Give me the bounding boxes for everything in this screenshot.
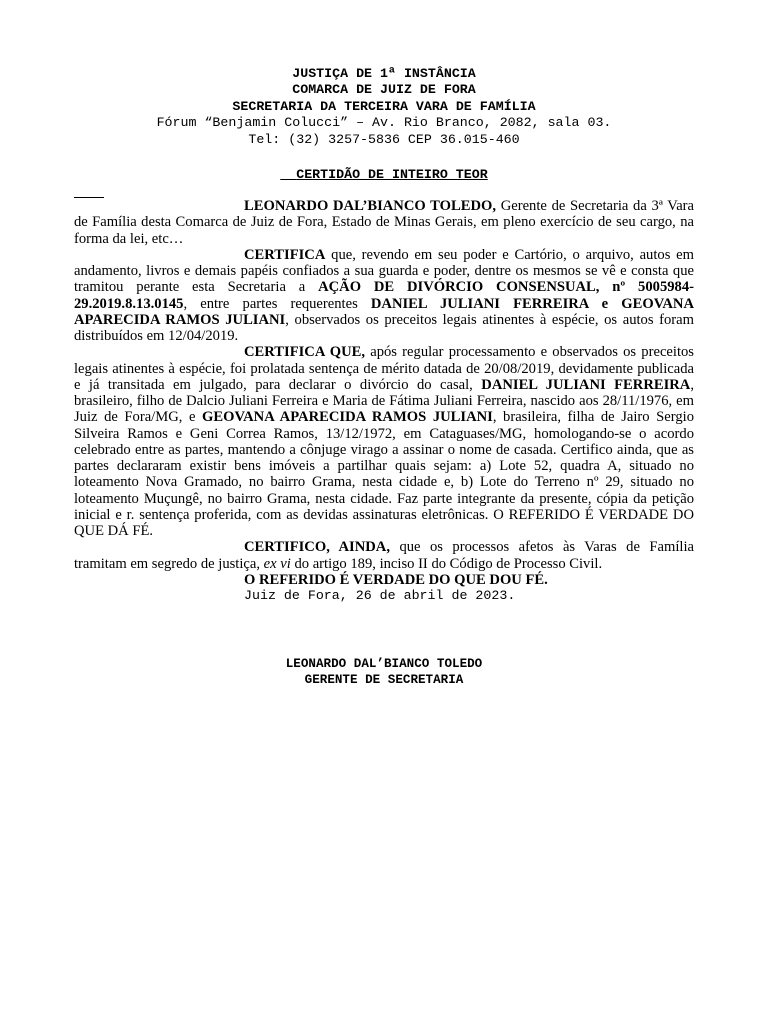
certifica-text-2: , entre partes requerentes	[183, 295, 371, 312]
sentenca-text-1: após regular processamento e observados os preceitos legais atinentes à espécie, foi prolatada sentença de mérito datada de 20/08/2019, devidamente publicada e já transitada em julgado, para declarar o divórcio do casal,	[74, 344, 694, 393]
signature-block	[74, 656, 694, 688]
district-name: COMARCA DE JUIZ DE FORA	[292, 82, 476, 98]
letterhead	[74, 66, 694, 148]
latin-term: ex vi	[263, 555, 291, 572]
paragraph-certifica	[74, 247, 694, 345]
document-title-text: CERTIDÃO DE INTEIRO TEOR	[296, 167, 488, 183]
paragraph-identification	[74, 198, 694, 247]
closing-statement	[74, 572, 694, 588]
certifico-ainda-lead: CERTIFICO, AINDA,	[244, 539, 390, 556]
segredo-text-2: do artigo 189, inciso II do Código de Processo Civil.	[290, 555, 603, 572]
date-line: Juiz de Fora, 26 de abril de 2023.	[244, 587, 516, 603]
closing-text: O REFERIDO É VERDADE DO QUE DOU FÉ.	[244, 571, 548, 588]
case-parties: DANIEL JULIANI FERREIRA e GEOVANA APARECIDA RAMOS JULIANI	[74, 295, 694, 328]
case-action: AÇÃO DE DIVÓRCIO CONSENSUAL, nº 5005984-29.2019.8.13.0145	[74, 279, 694, 312]
forum-address: Fórum “Benjamin Colucci” – Av. Rio Branco, 2082, sala 03.	[156, 115, 612, 131]
certifica-text-3: , observados os preceitos legais atinentes à espécie, os autos foram distribuídos em 12/04/2019.	[74, 311, 694, 345]
certifica-text-1: que, revendo em seu poder e Cartório, o arquivo, autos em andamento, livros e demais papéis confiados a sua guarda e poder, dentre os mesmos se vê e consta que tramitou perante esta Secretaria a	[74, 246, 694, 296]
certifica-lead: CERTIFICA	[244, 246, 326, 263]
sentenca-text-3: , brasileira, filha de Jairo Sergio Silveira Ramos e Geni Correa Ramos, 13/12/1972, em Cataguases/MG, homologando-se o acordo celebrado entre as partes, mantendo a cônjuge virago a assinar o nome de casada. Certifico ainda, que as partes declararam existir bens imóveis a partilhar quais sejam: a) Lote 52, quadra A, situado no loteamento Nova Gramado, no bairro Grama, nesta cidade e, b) Lote do Terreno nº 29, situado no loteamento Muçungê, no bairro Grama, nesta cidade. Faz parte integrante da presente, cópia da petição inicial e r. sentença proferida, com as devidas assinaturas eletrônicas. O REFERIDO É VERDADE DO QUE DÁ FÉ.	[74, 409, 694, 540]
secretariat-name: SECRETARIA DA TERCEIRA VARA DE FAMÍLIA	[232, 98, 536, 114]
signatory-role: GERENTE DE SECRETARIA	[304, 672, 464, 687]
party-name-2: GEOVANA APARECIDA RAMOS JULIANI	[202, 409, 493, 426]
official-role-text: Gerente de Secretaria da 3ª Vara de Família desta Comarca de Juiz de Fora, Estado de Minas Gerais, em pleno exercício de seu cargo, na forma da lei, etc…	[74, 198, 695, 247]
paragraph-segredo	[74, 539, 694, 572]
signatory-name: LEONARDO DAL’BIANCO TOLEDO	[285, 656, 483, 671]
sentenca-text-2: , brasileiro, filho de Dalcio Juliani Ferreira e Maria de Fátima Juliani Ferreira, nascido aos 28/11/1976, em Juiz de Fora/MG, e	[74, 376, 695, 426]
title-wrap	[74, 165, 694, 183]
segredo-text-1: que os processos afetos às Varas de Família tramitam em segredo de justiça,	[74, 539, 694, 572]
court-name: JUSTIÇA DE 1ª INSTÂNCIA	[292, 66, 476, 81]
paragraph-sentenca	[74, 344, 694, 539]
official-name: LEONARDO DAL’BIANCO TOLEDO,	[244, 198, 496, 215]
contact-line: Tel: (32) 3257-5836 CEP 36.015-460	[248, 131, 520, 147]
document-title	[280, 167, 487, 182]
party-name-1: DANIEL JULIANI FERREIRA	[481, 376, 691, 393]
certifica-que-lead: CERTIFICA QUE,	[244, 344, 366, 361]
